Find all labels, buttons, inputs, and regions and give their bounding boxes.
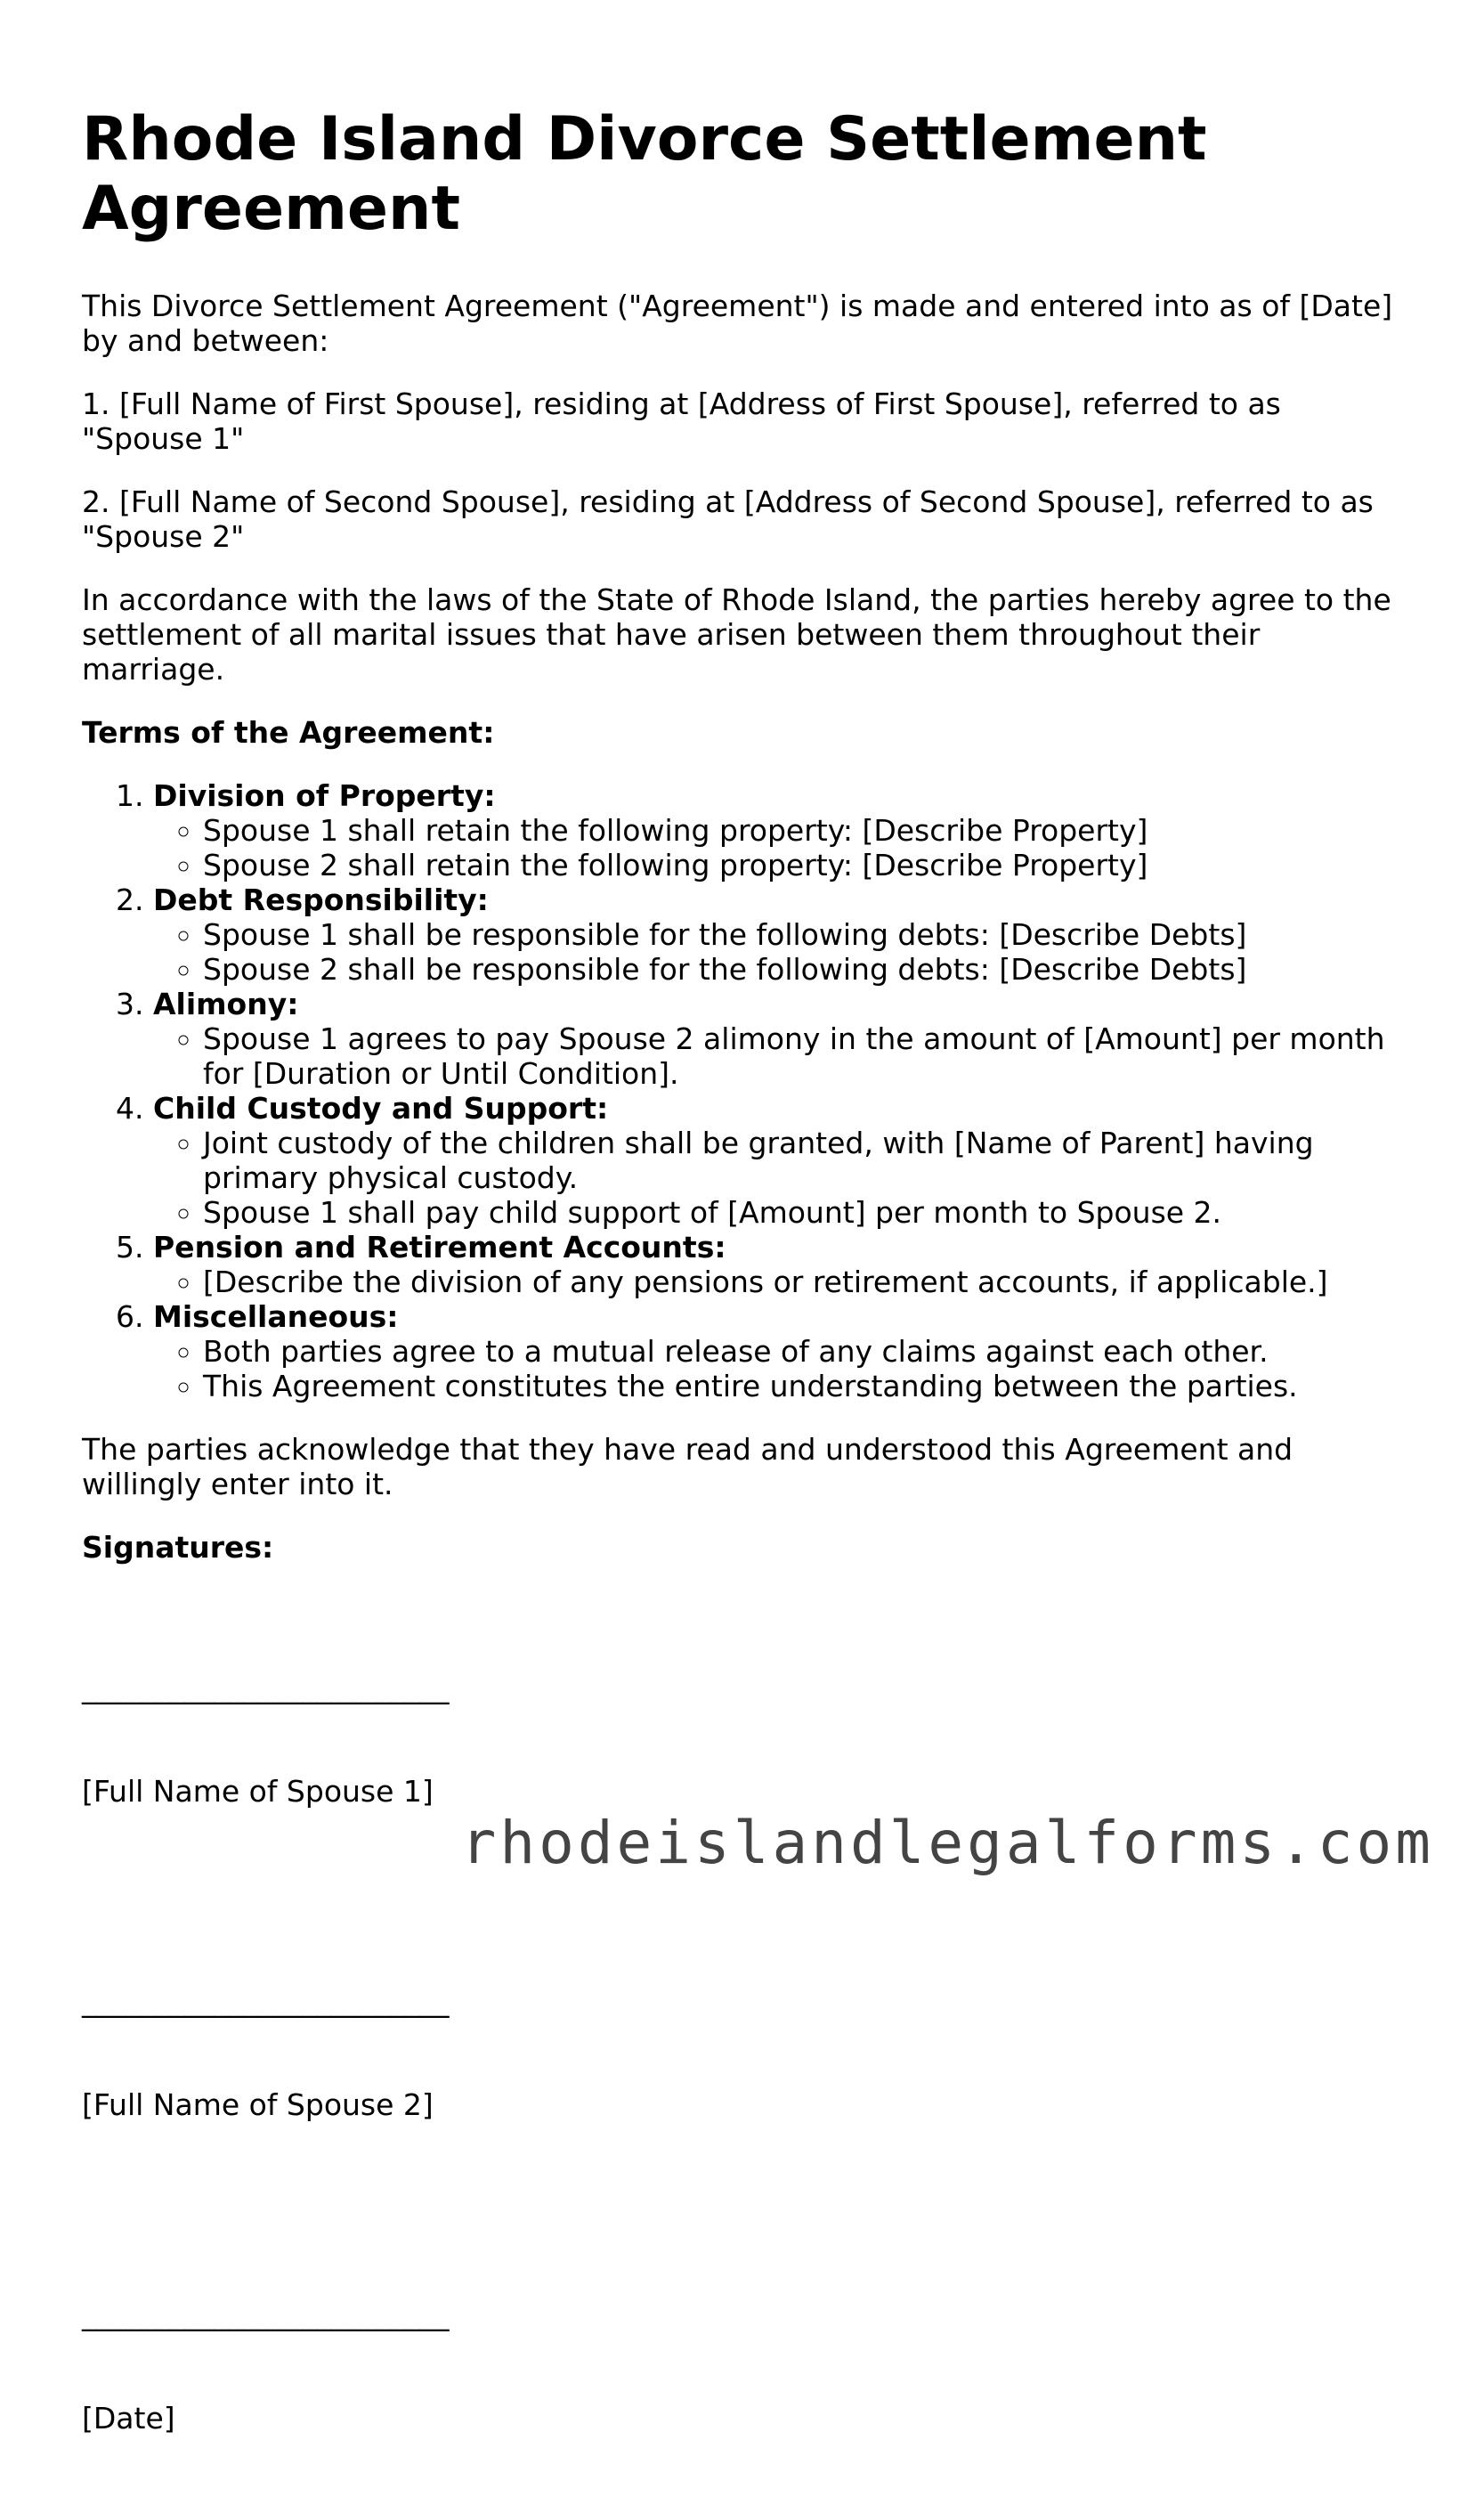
term-heading: Alimony: [153, 987, 299, 1021]
party-1-paragraph: 1. [Full Name of First Spouse], residing at [Address of First Spouse], referred to as "Spouse 1" [82, 386, 1281, 456]
signature-label: [Date] [82, 2401, 175, 2436]
term-sublist [153, 1021, 1408, 1091]
terms-heading: Terms of the Agreement: [82, 715, 495, 750]
term-subitem: ◦ Spouse 1 shall be responsible for the following debts: [Describe Debts] [203, 917, 1408, 952]
term-item [153, 1299, 1408, 1403]
term-subitem: ◦ [Describe the division of any pensions or retirement accounts, if applicable.] [203, 1265, 1408, 1299]
term-item [153, 987, 1408, 1091]
signature-line: _________________________ [82, 1670, 450, 1704]
signature-line: _________________________ [82, 1983, 450, 2018]
term-item [153, 778, 1408, 882]
term-heading: Miscellaneous: [153, 1299, 399, 1334]
signatures-heading: Signatures: [82, 1530, 274, 1565]
term-sublist [153, 1265, 1408, 1299]
signature-line: _________________________ [82, 2297, 450, 2331]
party-2-paragraph: 2. [Full Name of Second Spouse], residing at [Address of Second Spouse], referred to as "Spouse 2" [82, 484, 1374, 554]
signature-label: [Full Name of Spouse 1] [82, 1774, 434, 1809]
term-subitem: ◦ This Agreement constitutes the entire understanding between the parties. [203, 1369, 1408, 1403]
term-subitem: ◦ Spouse 1 agrees to pay Spouse 2 alimony in the amount of [Amount] per month for [Duration or Until Condition]. [203, 1021, 1408, 1091]
term-sublist [153, 1126, 1408, 1230]
document-title: Rhode Island Divorce Settlement Agreement [82, 104, 1207, 244]
term-heading: Division of Property: [153, 778, 496, 813]
term-subitem: ◦ Both parties agree to a mutual release of any claims against each other. [203, 1334, 1408, 1369]
term-sublist [153, 917, 1408, 987]
term-subitem: ◦ Spouse 1 shall pay child support of [Amount] per month to Spouse 2. [203, 1195, 1408, 1230]
term-item [153, 882, 1408, 987]
term-subitem: ◦ Spouse 2 shall retain the following property: [Describe Property] [203, 848, 1408, 882]
term-subitem: ◦ Joint custody of the children shall be granted, with [Name of Parent] having primary physical custody. [203, 1126, 1408, 1195]
accordance-paragraph: In accordance with the laws of the State of Rhode Island, the parties hereby agree to the settlement of all marital issues that have arisen between them throughout their marriage. [82, 582, 1391, 687]
term-heading: Child Custody and Support: [153, 1091, 609, 1126]
intro-paragraph: This Divorce Settlement Agreement ("Agreement") is made and entered into as of [Date] by and between: [82, 289, 1393, 358]
term-subitem: ◦ Spouse 2 shall be responsible for the following debts: [Describe Debts] [203, 952, 1408, 987]
term-item [153, 1230, 1408, 1299]
signature-label: [Full Name of Spouse 2] [82, 2087, 434, 2122]
term-item [153, 1091, 1408, 1230]
term-heading: Pension and Retirement Accounts: [153, 1230, 726, 1265]
term-sublist [153, 1334, 1408, 1403]
signature-entry [82, 1914, 1408, 2192]
term-heading: Debt Responsibility: [153, 882, 489, 917]
term-sublist [153, 813, 1408, 882]
signature-entry [82, 2227, 1408, 2505]
term-subitem: ◦ Spouse 1 shall retain the following property: [Describe Property] [203, 813, 1408, 848]
signature-block [82, 1600, 1408, 2505]
watermark: rhodeislandlegalforms.com [460, 1809, 1434, 1877]
document-page [82, 105, 1408, 2505]
terms-list [82, 778, 1408, 1403]
acknowledge-paragraph: The parties acknowledge that they have read and understood this Agreement and willingly enter into it. [82, 1432, 1293, 1501]
